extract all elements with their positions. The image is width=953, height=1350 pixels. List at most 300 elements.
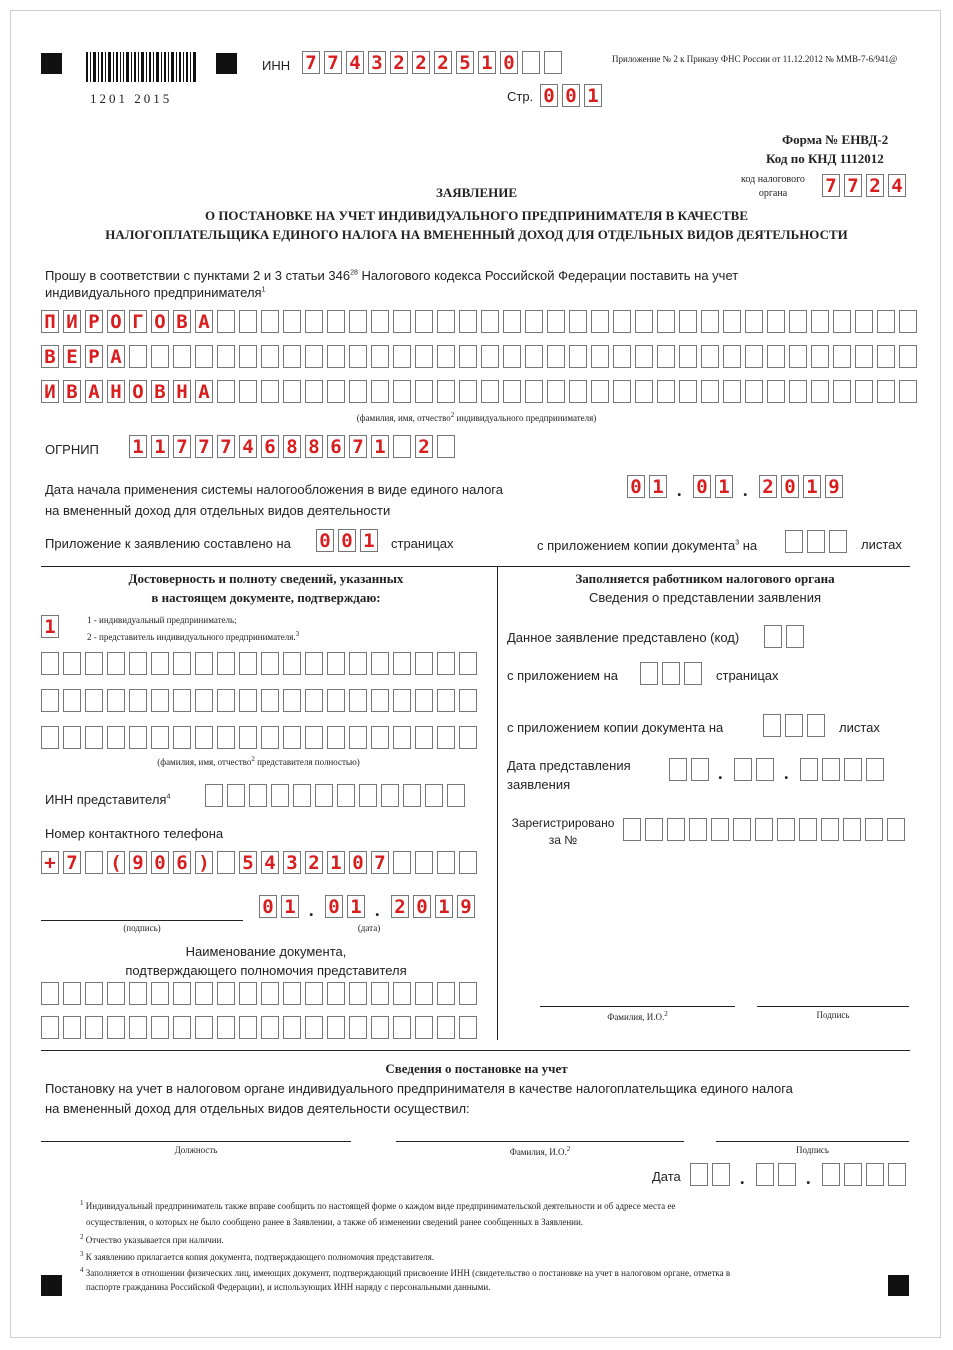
representative-inn-cells[interactable] xyxy=(205,784,465,807)
char-cell[interactable] xyxy=(843,818,861,841)
char-cell[interactable] xyxy=(371,310,389,333)
char-cell[interactable] xyxy=(349,982,367,1005)
char-cell[interactable]: И xyxy=(63,310,81,333)
char-cell[interactable] xyxy=(591,345,609,368)
char-cell[interactable]: 7 xyxy=(195,435,213,458)
char-cell[interactable] xyxy=(789,380,807,403)
char-cell[interactable] xyxy=(393,435,411,458)
char-cell[interactable] xyxy=(888,1163,906,1186)
char-cell[interactable]: 7 xyxy=(302,51,320,74)
document-name-row-2[interactable] xyxy=(41,1016,477,1039)
char-cell[interactable] xyxy=(151,689,169,712)
char-cell[interactable] xyxy=(85,652,103,675)
char-cell[interactable] xyxy=(522,51,540,74)
char-cell[interactable] xyxy=(415,851,433,874)
char-cell[interactable] xyxy=(866,1163,884,1186)
char-cell[interactable] xyxy=(173,726,191,749)
char-cell[interactable] xyxy=(305,1016,323,1039)
char-cell[interactable] xyxy=(789,345,807,368)
char-cell[interactable] xyxy=(669,758,687,781)
char-cell[interactable] xyxy=(756,1163,774,1186)
char-cell[interactable] xyxy=(481,310,499,333)
char-cell[interactable] xyxy=(437,689,455,712)
char-cell[interactable] xyxy=(459,345,477,368)
char-cell[interactable]: 1 xyxy=(347,895,365,918)
char-cell[interactable]: 1 xyxy=(435,895,453,918)
char-cell[interactable]: 6 xyxy=(327,435,345,458)
char-cell[interactable] xyxy=(371,652,389,675)
char-cell[interactable] xyxy=(195,652,213,675)
char-cell[interactable] xyxy=(249,784,267,807)
char-cell[interactable] xyxy=(41,689,59,712)
char-cell[interactable] xyxy=(327,726,345,749)
char-cell[interactable] xyxy=(437,380,455,403)
char-cell[interactable] xyxy=(217,310,235,333)
char-cell[interactable] xyxy=(85,851,103,874)
char-cell[interactable] xyxy=(877,380,895,403)
char-cell[interactable] xyxy=(107,689,125,712)
char-cell[interactable] xyxy=(283,310,301,333)
char-cell[interactable] xyxy=(283,726,301,749)
char-cell[interactable] xyxy=(349,726,367,749)
char-cell[interactable] xyxy=(327,982,345,1005)
char-cell[interactable]: 2 xyxy=(759,475,777,498)
char-cell[interactable] xyxy=(371,726,389,749)
registration-number-cells[interactable] xyxy=(623,818,905,841)
char-cell[interactable] xyxy=(807,714,825,737)
char-cell[interactable] xyxy=(855,310,873,333)
char-cell[interactable] xyxy=(393,310,411,333)
phone-cells[interactable] xyxy=(41,851,477,874)
char-cell[interactable] xyxy=(821,818,839,841)
char-cell[interactable]: 7 xyxy=(173,435,191,458)
char-cell[interactable] xyxy=(645,818,663,841)
char-cell[interactable] xyxy=(63,652,81,675)
char-cell[interactable] xyxy=(459,851,477,874)
char-cell[interactable]: 4 xyxy=(346,51,364,74)
char-cell[interactable]: 7 xyxy=(371,851,389,874)
char-cell[interactable] xyxy=(569,310,587,333)
char-cell[interactable] xyxy=(217,851,235,874)
char-cell[interactable] xyxy=(217,652,235,675)
char-cell[interactable] xyxy=(459,726,477,749)
char-cell[interactable] xyxy=(239,689,257,712)
char-cell[interactable] xyxy=(129,1016,147,1039)
char-cell[interactable]: 0 xyxy=(259,895,277,918)
char-cell[interactable] xyxy=(327,1016,345,1039)
char-cell[interactable] xyxy=(205,784,223,807)
char-cell[interactable] xyxy=(349,380,367,403)
char-cell[interactable]: 0 xyxy=(627,475,645,498)
char-cell[interactable] xyxy=(107,982,125,1005)
char-cell[interactable] xyxy=(459,380,477,403)
char-cell[interactable]: В xyxy=(63,380,81,403)
char-cell[interactable] xyxy=(393,982,411,1005)
char-cell[interactable] xyxy=(239,652,257,675)
char-cell[interactable] xyxy=(701,345,719,368)
char-cell[interactable]: 2 xyxy=(434,51,452,74)
start-date-day[interactable] xyxy=(627,475,667,498)
char-cell[interactable]: 0 xyxy=(349,851,367,874)
char-cell[interactable] xyxy=(503,310,521,333)
char-cell[interactable] xyxy=(371,689,389,712)
char-cell[interactable]: 1 xyxy=(281,895,299,918)
char-cell[interactable] xyxy=(195,982,213,1005)
char-cell[interactable] xyxy=(459,310,477,333)
char-cell[interactable] xyxy=(415,1016,433,1039)
char-cell[interactable] xyxy=(415,380,433,403)
char-cell[interactable] xyxy=(437,652,455,675)
char-cell[interactable] xyxy=(877,345,895,368)
char-cell[interactable] xyxy=(41,982,59,1005)
char-cell[interactable] xyxy=(723,380,741,403)
char-cell[interactable] xyxy=(239,1016,257,1039)
char-cell[interactable]: 5 xyxy=(239,851,257,874)
submission-date-year[interactable] xyxy=(800,758,884,781)
char-cell[interactable] xyxy=(217,345,235,368)
char-cell[interactable] xyxy=(547,345,565,368)
char-cell[interactable]: 7 xyxy=(349,435,367,458)
char-cell[interactable]: А xyxy=(195,310,213,333)
char-cell[interactable] xyxy=(173,652,191,675)
char-cell[interactable] xyxy=(173,345,191,368)
char-cell[interactable] xyxy=(283,689,301,712)
char-cell[interactable]: 8 xyxy=(305,435,323,458)
char-cell[interactable] xyxy=(239,345,257,368)
char-cell[interactable] xyxy=(41,1016,59,1039)
char-cell[interactable] xyxy=(195,1016,213,1039)
char-cell[interactable]: 1 xyxy=(151,435,169,458)
char-cell[interactable] xyxy=(635,345,653,368)
char-cell[interactable] xyxy=(107,652,125,675)
name-cells[interactable] xyxy=(41,345,917,368)
char-cell[interactable] xyxy=(684,662,702,685)
char-cell[interactable] xyxy=(415,652,433,675)
document-name-row-1[interactable] xyxy=(41,982,477,1005)
char-cell[interactable] xyxy=(415,689,433,712)
char-cell[interactable] xyxy=(763,714,781,737)
char-cell[interactable]: 1 xyxy=(371,435,389,458)
char-cell[interactable] xyxy=(393,345,411,368)
char-cell[interactable] xyxy=(701,310,719,333)
char-cell[interactable]: 2 xyxy=(390,51,408,74)
char-cell[interactable] xyxy=(591,380,609,403)
char-cell[interactable] xyxy=(195,726,213,749)
char-cell[interactable]: О xyxy=(107,310,125,333)
char-cell[interactable] xyxy=(745,380,763,403)
char-cell[interactable] xyxy=(239,380,257,403)
char-cell[interactable] xyxy=(613,380,631,403)
char-cell[interactable] xyxy=(807,530,825,553)
char-cell[interactable]: 4 xyxy=(888,174,906,197)
char-cell[interactable] xyxy=(305,652,323,675)
char-cell[interactable] xyxy=(63,726,81,749)
char-cell[interactable] xyxy=(767,345,785,368)
char-cell[interactable] xyxy=(764,625,782,648)
char-cell[interactable]: 0 xyxy=(151,851,169,874)
char-cell[interactable] xyxy=(393,851,411,874)
char-cell[interactable] xyxy=(569,345,587,368)
char-cell[interactable]: ) xyxy=(195,851,213,874)
submission-date-day[interactable] xyxy=(669,758,709,781)
char-cell[interactable] xyxy=(829,530,847,553)
char-cell[interactable] xyxy=(371,380,389,403)
char-cell[interactable] xyxy=(349,345,367,368)
char-cell[interactable]: 1 xyxy=(327,851,345,874)
char-cell[interactable] xyxy=(305,310,323,333)
char-cell[interactable] xyxy=(899,380,917,403)
char-cell[interactable] xyxy=(261,726,279,749)
char-cell[interactable] xyxy=(613,345,631,368)
char-cell[interactable] xyxy=(679,345,697,368)
char-cell[interactable]: 0 xyxy=(540,84,558,107)
char-cell[interactable]: 2 xyxy=(866,174,884,197)
submission-date-month[interactable] xyxy=(734,758,774,781)
char-cell[interactable] xyxy=(723,310,741,333)
char-cell[interactable]: 0 xyxy=(781,475,799,498)
char-cell[interactable]: 3 xyxy=(283,851,301,874)
char-cell[interactable] xyxy=(129,982,147,1005)
char-cell[interactable]: 9 xyxy=(825,475,843,498)
char-cell[interactable] xyxy=(733,818,751,841)
char-cell[interactable] xyxy=(525,345,543,368)
char-cell[interactable] xyxy=(415,726,433,749)
char-cell[interactable]: И xyxy=(41,380,59,403)
char-cell[interactable] xyxy=(337,784,355,807)
char-cell[interactable] xyxy=(415,310,433,333)
char-cell[interactable] xyxy=(283,345,301,368)
char-cell[interactable] xyxy=(544,51,562,74)
sign-date-day[interactable] xyxy=(259,895,299,918)
char-cell[interactable] xyxy=(151,1016,169,1039)
char-cell[interactable] xyxy=(217,726,235,749)
char-cell[interactable] xyxy=(415,345,433,368)
inn-cells[interactable] xyxy=(302,51,562,74)
char-cell[interactable] xyxy=(63,689,81,712)
char-cell[interactable] xyxy=(691,758,709,781)
char-cell[interactable] xyxy=(239,726,257,749)
char-cell[interactable] xyxy=(591,310,609,333)
char-cell[interactable] xyxy=(151,345,169,368)
char-cell[interactable] xyxy=(63,1016,81,1039)
char-cell[interactable]: 1 xyxy=(41,615,59,638)
char-cell[interactable]: 0 xyxy=(413,895,431,918)
char-cell[interactable] xyxy=(525,380,543,403)
char-cell[interactable] xyxy=(623,818,641,841)
char-cell[interactable] xyxy=(701,380,719,403)
char-cell[interactable] xyxy=(657,310,675,333)
char-cell[interactable] xyxy=(393,380,411,403)
char-cell[interactable] xyxy=(833,310,851,333)
char-cell[interactable] xyxy=(755,818,773,841)
char-cell[interactable]: 7 xyxy=(844,174,862,197)
char-cell[interactable] xyxy=(635,380,653,403)
char-cell[interactable] xyxy=(547,310,565,333)
char-cell[interactable]: 1 xyxy=(478,51,496,74)
char-cell[interactable] xyxy=(227,784,245,807)
char-cell[interactable] xyxy=(459,1016,477,1039)
start-date-month[interactable] xyxy=(693,475,733,498)
char-cell[interactable]: 6 xyxy=(173,851,191,874)
char-cell[interactable] xyxy=(217,982,235,1005)
char-cell[interactable] xyxy=(217,380,235,403)
char-cell[interactable] xyxy=(151,726,169,749)
char-cell[interactable] xyxy=(239,310,257,333)
char-cell[interactable] xyxy=(459,982,477,1005)
char-cell[interactable] xyxy=(657,345,675,368)
char-cell[interactable] xyxy=(547,380,565,403)
char-cell[interactable] xyxy=(887,818,905,841)
char-cell[interactable]: 4 xyxy=(239,435,257,458)
char-cell[interactable] xyxy=(711,818,729,841)
char-cell[interactable]: Н xyxy=(107,380,125,403)
char-cell[interactable] xyxy=(393,652,411,675)
char-cell[interactable] xyxy=(767,310,785,333)
char-cell[interactable] xyxy=(437,1016,455,1039)
char-cell[interactable] xyxy=(459,689,477,712)
char-cell[interactable] xyxy=(393,726,411,749)
char-cell[interactable]: В xyxy=(173,310,191,333)
char-cell[interactable] xyxy=(899,345,917,368)
char-cell[interactable] xyxy=(327,652,345,675)
char-cell[interactable] xyxy=(679,310,697,333)
char-cell[interactable] xyxy=(778,1163,796,1186)
char-cell[interactable] xyxy=(811,380,829,403)
sign-date-year[interactable] xyxy=(391,895,475,918)
ogrnip-cells[interactable] xyxy=(129,435,455,458)
char-cell[interactable]: П xyxy=(41,310,59,333)
char-cell[interactable] xyxy=(305,689,323,712)
char-cell[interactable]: 9 xyxy=(457,895,475,918)
char-cell[interactable] xyxy=(756,758,774,781)
char-cell[interactable] xyxy=(393,689,411,712)
char-cell[interactable] xyxy=(129,345,147,368)
char-cell[interactable]: Р xyxy=(85,310,103,333)
char-cell[interactable]: В xyxy=(41,345,59,368)
char-cell[interactable]: 3 xyxy=(368,51,386,74)
char-cell[interactable] xyxy=(503,345,521,368)
char-cell[interactable] xyxy=(437,310,455,333)
char-cell[interactable] xyxy=(811,345,829,368)
char-cell[interactable]: О xyxy=(129,380,147,403)
char-cell[interactable] xyxy=(173,982,191,1005)
signer-code-cell[interactable] xyxy=(41,615,59,638)
char-cell[interactable]: 0 xyxy=(693,475,711,498)
registration-date-month[interactable] xyxy=(756,1163,796,1186)
char-cell[interactable] xyxy=(349,689,367,712)
char-cell[interactable] xyxy=(679,380,697,403)
char-cell[interactable] xyxy=(723,345,741,368)
char-cell[interactable] xyxy=(129,726,147,749)
char-cell[interactable] xyxy=(315,784,333,807)
char-cell[interactable]: О xyxy=(151,310,169,333)
char-cell[interactable] xyxy=(833,380,851,403)
char-cell[interactable] xyxy=(41,652,59,675)
char-cell[interactable]: + xyxy=(41,851,59,874)
char-cell[interactable]: 2 xyxy=(305,851,323,874)
char-cell[interactable] xyxy=(437,726,455,749)
representative-name-row-3[interactable] xyxy=(41,726,477,749)
char-cell[interactable]: 6 xyxy=(261,435,279,458)
char-cell[interactable] xyxy=(415,982,433,1005)
char-cell[interactable]: 7 xyxy=(324,51,342,74)
char-cell[interactable] xyxy=(85,982,103,1005)
char-cell[interactable] xyxy=(503,380,521,403)
char-cell[interactable] xyxy=(327,689,345,712)
char-cell[interactable]: 7 xyxy=(63,851,81,874)
char-cell[interactable] xyxy=(689,818,707,841)
char-cell[interactable] xyxy=(481,345,499,368)
char-cell[interactable] xyxy=(459,652,477,675)
char-cell[interactable] xyxy=(305,345,323,368)
char-cell[interactable]: 0 xyxy=(338,529,356,552)
char-cell[interactable]: 1 xyxy=(584,84,602,107)
char-cell[interactable] xyxy=(261,345,279,368)
char-cell[interactable] xyxy=(327,380,345,403)
start-date-year[interactable] xyxy=(759,475,843,498)
submitted-code-cells[interactable] xyxy=(764,625,804,648)
char-cell[interactable]: 0 xyxy=(325,895,343,918)
char-cell[interactable]: 1 xyxy=(129,435,147,458)
char-cell[interactable] xyxy=(195,689,213,712)
char-cell[interactable] xyxy=(786,625,804,648)
char-cell[interactable] xyxy=(63,982,81,1005)
char-cell[interactable] xyxy=(293,784,311,807)
char-cell[interactable] xyxy=(151,652,169,675)
char-cell[interactable] xyxy=(447,784,465,807)
char-cell[interactable] xyxy=(662,662,680,685)
char-cell[interactable]: 2 xyxy=(415,435,433,458)
char-cell[interactable] xyxy=(833,345,851,368)
char-cell[interactable] xyxy=(785,714,803,737)
char-cell[interactable] xyxy=(745,345,763,368)
char-cell[interactable] xyxy=(767,380,785,403)
char-cell[interactable] xyxy=(811,310,829,333)
char-cell[interactable]: А xyxy=(107,345,125,368)
char-cell[interactable] xyxy=(437,345,455,368)
char-cell[interactable] xyxy=(173,1016,191,1039)
char-cell[interactable] xyxy=(349,310,367,333)
appendix-pages-cells[interactable] xyxy=(316,529,378,552)
char-cell[interactable]: 7 xyxy=(822,174,840,197)
char-cell[interactable] xyxy=(195,345,213,368)
char-cell[interactable]: 1 xyxy=(715,475,733,498)
char-cell[interactable]: 1 xyxy=(649,475,667,498)
char-cell[interactable]: А xyxy=(195,380,213,403)
char-cell[interactable] xyxy=(305,380,323,403)
char-cell[interactable] xyxy=(283,380,301,403)
char-cell[interactable] xyxy=(85,1016,103,1039)
char-cell[interactable] xyxy=(283,1016,301,1039)
char-cell[interactable] xyxy=(261,689,279,712)
char-cell[interactable] xyxy=(129,652,147,675)
char-cell[interactable] xyxy=(129,689,147,712)
char-cell[interactable] xyxy=(359,784,377,807)
char-cell[interactable] xyxy=(271,784,289,807)
right-appendix-pages-cells[interactable] xyxy=(640,662,702,685)
char-cell[interactable] xyxy=(305,726,323,749)
char-cell[interactable] xyxy=(613,310,631,333)
char-cell[interactable] xyxy=(635,310,653,333)
char-cell[interactable] xyxy=(107,1016,125,1039)
char-cell[interactable] xyxy=(437,982,455,1005)
char-cell[interactable] xyxy=(349,652,367,675)
char-cell[interactable] xyxy=(800,758,818,781)
char-cell[interactable] xyxy=(789,310,807,333)
char-cell[interactable] xyxy=(217,1016,235,1039)
char-cell[interactable] xyxy=(822,1163,840,1186)
char-cell[interactable]: 0 xyxy=(562,84,580,107)
